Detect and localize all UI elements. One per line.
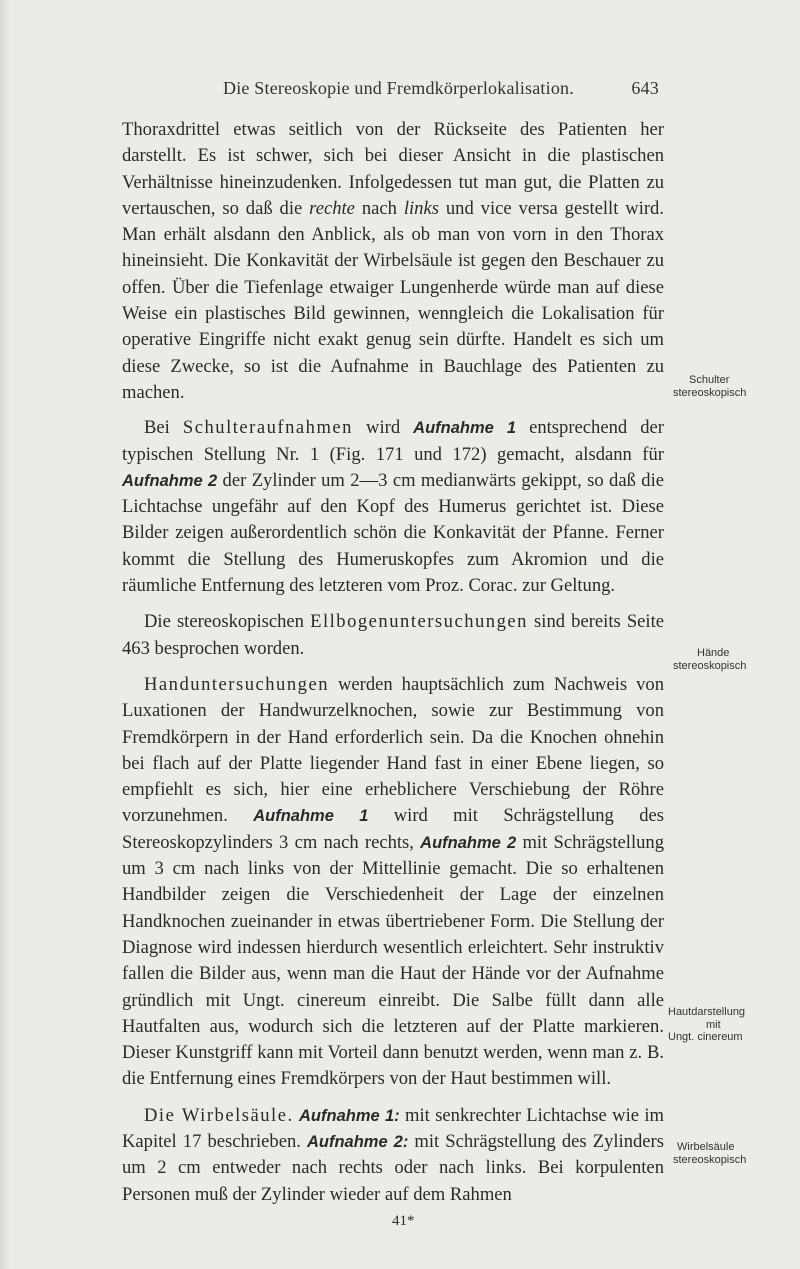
- aufnahme-label: Aufnahme 2: [420, 833, 517, 852]
- aufnahme-label: Aufnahme 2: [122, 471, 218, 490]
- page-edge: [0, 0, 10, 1269]
- margin-note-haende: Hände stereoskopisch: [673, 647, 747, 672]
- aufnahme-label: Aufnahme 1: [253, 807, 369, 826]
- paragraph-ellbogen: Die stereoskopischen Ellbogenuntersuchungen sind bereits Seite 463 besprochen worden.: [122, 611, 665, 659]
- spaced-term-wirbelsaeule: Die Wirbelsäule.: [144, 1104, 294, 1126]
- paragraph-hand: Handuntersuchungen werden hauptsächlich zum Nachweis von Luxationen der Handwurzelknochen, sowie zur Bestimmung von Fremdkörpern in der Hand erforderlich sein. Da die Knochen ohnehin bei flach auf der Platte liegender Hand fast in einer Ebene liegen, so empfiehlt es sich, hier eine erheblichere Verschiebung der Röhre vorzunehmen. Aufnahme 1 wird mit Schrägstellung des Stereoskopzylinders 3 cm nach rechts, Aufnahme 2 mit Schrägstellung um 3 cm nach links von der Mittellinie gemacht. Die so erhaltenen Handbilder zeigen die Verschiedenheit der Lage der einzelnen Handknochen zueinander in etwas übertriebener Form. Die Stellung der Diagnose wird indessen hierdurch wesentlich erleichtert. Sehr instruktiv fallen die Bilder aus, wenn man die Haut der Hände vor der Aufnahme gründlich mit Ungt. cinereum einreibt. Die Salbe füllt dann alle Hautfalten aus, wodurch sich die letzteren auf der Platte markieren. Dieser Kunstgriff kann mit Vorteil dann benutzt werden, wenn man z. B. die Entfernung eines Fremdkörpers von der Haut bestimmen will.: [122, 673, 664, 1090]
- header-title: Die Stereoskopie und Fremdkörperlokalisation.: [223, 78, 574, 98]
- paragraph-schulter: Bei Schulteraufnahmen wird Aufnahme 1 entsprechend der typischen Stellung Nr. 1 (Fig. 171 und 172) gemacht, alsdann für Aufnahme 2 der Zylinder um 2—3 cm medianwärts gekippt, so daß die Lichtachse ungefähr auf den Kopf des Humerus gerichtet ist. Diese Bilder zeigen außerordentlich schön die Konkavität der Pfanne. Ferner kommt die Stellung des Humeruskopfes zum Akromion und die räumliche Entfernung des letzteren vom Proz. Corac. zur Geltung.: [122, 417, 664, 597]
- aufnahme-label: Aufnahme 2:: [306, 1132, 409, 1151]
- spaced-term-hand: Handuntersuchungen: [144, 673, 330, 695]
- margin-note-hautdarstellung: Hautdarstellung mit Ungt. cinereum: [668, 1006, 746, 1043]
- paragraph-wirbelsaeule: Die Wirbelsäule. Aufnahme 1: mit senkrechter Lichtachse wie im Kapitel 17 beschrieben. Aufnahme 2: mit Schrägstellung des Zylinders um 2 cm entweder nach rechts oder nach links. Bei korpulenten Personen muß der Zylinder wieder auf dem Rahmen: [122, 1104, 664, 1205]
- paragraph-thorax: Thoraxdrittel etwas seitlich von der Rückseite des Patienten her darstellt. Es ist schwer, sich bei dieser Ansicht in die plastischen Verhältnisse hineinzudenken. Infolgedessen tut man gut, die Platten zu vertauschen, so daß die rechte nach links und vice versa gestellt wird. Man erhält alsdann den Anblick, als ob man von vorn in den Thorax hineinsieht. Die Konkavität der Wirbelsäule ist gegen den Beschauer zu offen. Über die Tiefenlage etwaiger Lungenherde würde man auf diese Weise ein plastisches Bild gewinnen, wenngleich die Lokalisation für operative Eingriffe nicht exakt genug sein dürfte. Handelt es sich um diese Zwecke, so ist die Aufnahme in Bauchlage des Patienten zu machen.: [122, 119, 664, 403]
- emphasis-links: links: [403, 197, 439, 219]
- body-text: [122, 117, 664, 1208]
- margin-note-wirbelsaeule: Wirbelsäule stereoskopisch: [673, 1141, 747, 1166]
- emphasis-rechte: rechte: [309, 197, 355, 219]
- margin-note-schulter: Schulter stereoskopisch: [673, 374, 747, 399]
- page-number: 643: [631, 78, 659, 98]
- spaced-term-ellbogen: Ellbogenuntersuchungen: [310, 611, 528, 633]
- printer-signature: 41*: [392, 1213, 415, 1229]
- running-header: [223, 78, 659, 102]
- spaced-term-schulteraufnahmen: Schulteraufnahmen: [182, 417, 353, 439]
- aufnahme-label: Aufnahme 1:: [299, 1106, 400, 1125]
- aufnahme-label: Aufnahme 1: [413, 419, 517, 438]
